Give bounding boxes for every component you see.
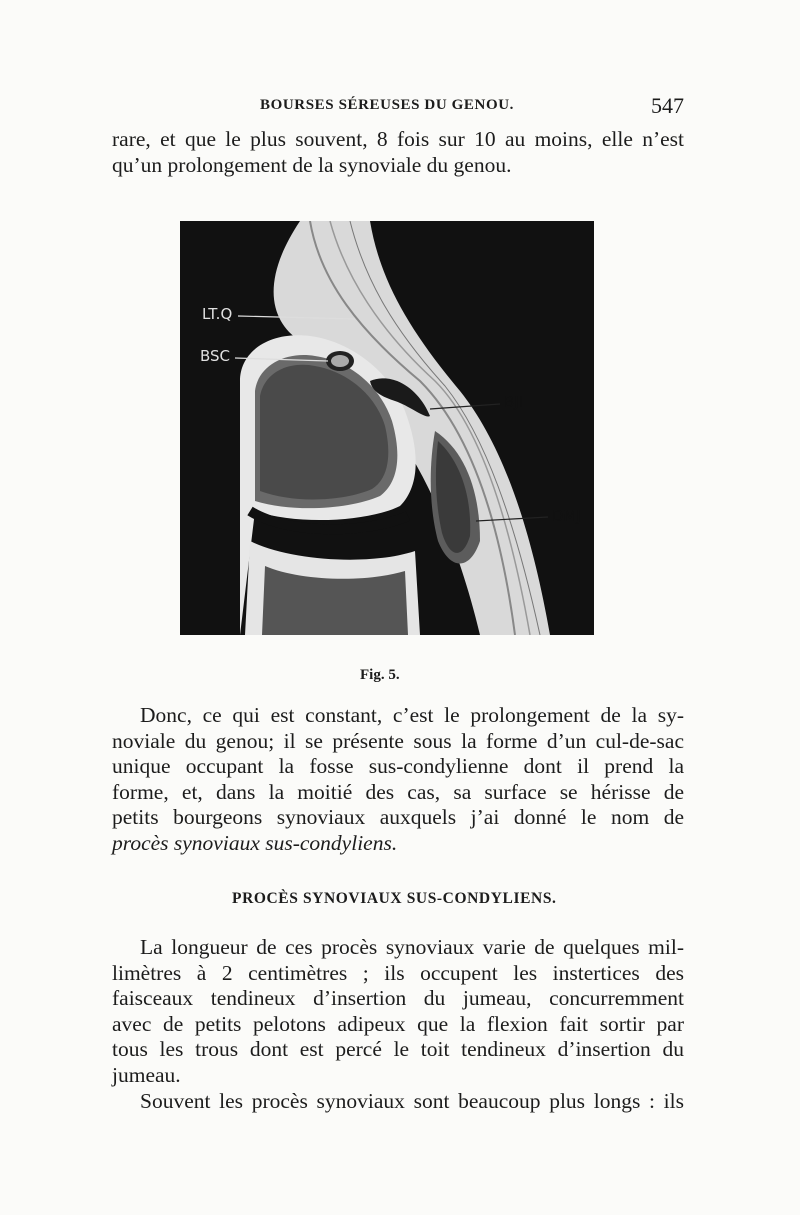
page-number: 547 [651,93,684,118]
section-heading: PROCÈS SYNOVIAUX SUS-CONDYLIENS. [232,890,557,907]
paragraph-main [112,703,684,857]
text-line: Souvent les procès synoviaux sont beaucoup plus longs : ils [140,1088,684,1113]
paragraph-section [112,935,684,1114]
figure-caption: Fig. 5. [360,667,400,683]
text-line: avec de petits pelotons adipeux que la flexion fait sortir par [112,1011,684,1036]
paragraph-intro [112,127,684,178]
knee-section-illustration [180,221,594,635]
running-title: BOURSES SÉREUSES DU GENOU. [260,97,515,113]
text-line: jumeau. [112,1062,181,1087]
text-line: faisceaux tendineux d’insertion du jumeau, concurremment [112,986,684,1011]
label-ltq: LT.Q [202,305,233,323]
text-line: Donc, ce qui est constant, c’est le prolongement de la sy- [140,703,684,727]
text-line: rare, et que le plus souvent, 8 fois sur 10 au moins, elle n’est [112,127,684,151]
text-line: qu’un prolongement de la synoviale du genou. [112,152,512,177]
text-line-italic: procès synoviaux sus-condyliens. [112,830,398,855]
page-header [112,93,684,119]
text-line: limètres à 2 centimètres ; ils occupent les instertices des [112,960,684,985]
text-line: La longueur de ces procès synoviaux varie de quelques mil- [140,935,684,959]
text-line: unique occupant la fosse sus-condylienne dont il prend la [112,754,684,779]
label-dmj: DMJ [552,507,581,525]
label-bji: BJI [504,393,524,411]
knee-anatomy-figure [180,221,594,635]
label-bsc: BSC [200,347,231,365]
text-line: forme, et, dans la moitié des cas, sa surface se hérisse de [112,779,684,804]
text-line: tous les trous dont est percé le toit tendineux d’insertion du [112,1037,684,1062]
text-line: noviale du genou; il se présente sous la forme d’un cul-de-sac [112,728,684,753]
text-line: petits bourgeons synoviaux auxquels j’ai donné le nom de [112,805,684,830]
